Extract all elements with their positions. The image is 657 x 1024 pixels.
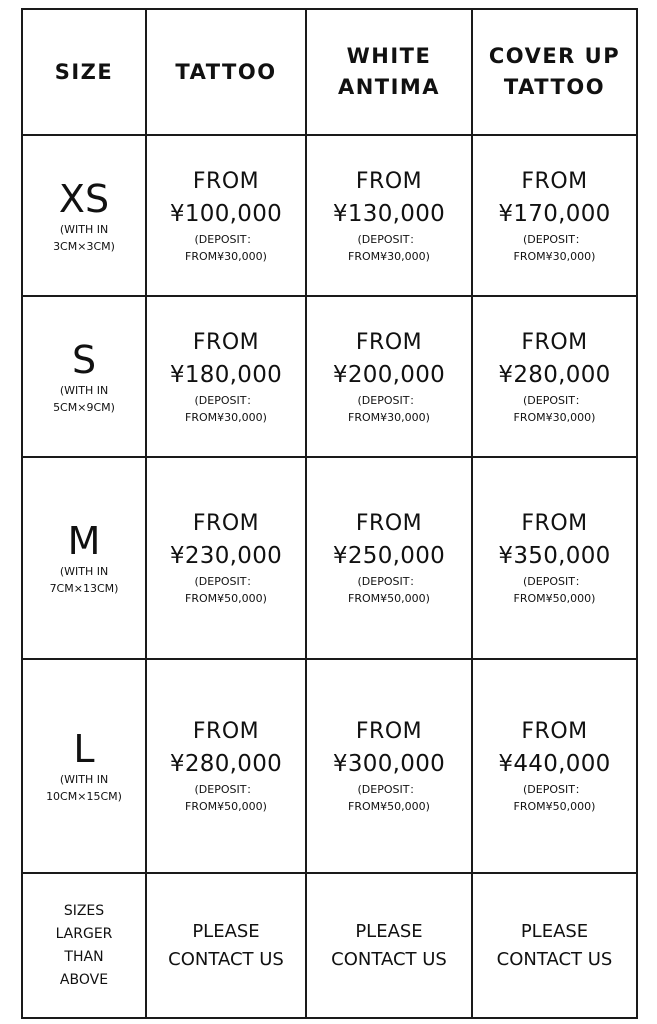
header-size	[22, 9, 146, 135]
table-row	[22, 296, 637, 457]
price-cell	[472, 659, 637, 873]
deposit-line2: FROM¥50,000)	[185, 592, 267, 605]
size-note-line1: (WITH IN	[59, 773, 109, 786]
header-cover-up-line2: TATTOO	[503, 75, 606, 99]
size-label: XS	[58, 176, 110, 221]
price-value: ¥300,000	[332, 751, 446, 777]
price-cell	[146, 135, 306, 296]
price-cell	[472, 135, 637, 296]
deposit-line1: (DEPOSIT：	[194, 783, 258, 796]
larger-sizes-cell	[22, 873, 146, 1018]
from-label: FROM	[192, 511, 260, 536]
from-label: FROM	[355, 329, 423, 355]
price-value: ¥250,000	[332, 543, 446, 569]
deposit-line1: (DEPOSIT：	[357, 393, 421, 407]
contact-cell	[472, 873, 637, 1018]
deposit-line2: FROM¥30,000)	[185, 410, 267, 424]
price-cell	[472, 296, 637, 457]
deposit-line2: FROM¥50,000)	[348, 592, 430, 605]
from-label: FROM	[521, 719, 588, 744]
deposit-line2: FROM¥30,000)	[185, 249, 267, 263]
from-label: FROM	[521, 511, 588, 536]
table-row	[22, 659, 637, 873]
deposit-line2: FROM¥30,000)	[348, 410, 430, 424]
size-note-line2: 10CM×15CM)	[46, 790, 122, 803]
deposit-line1: (DEPOSIT：	[523, 575, 586, 588]
price-cell	[306, 296, 472, 457]
size-cell	[22, 296, 146, 457]
header-white-antima-line2: ANTIMA	[337, 75, 441, 99]
price-value: ¥180,000	[169, 361, 283, 388]
price-cell	[146, 457, 306, 659]
price-value: ¥280,000	[169, 751, 283, 777]
size-note-line1: (WITH IN	[59, 222, 109, 236]
deposit-line1: (DEPOSIT：	[194, 575, 258, 588]
price-value: ¥200,000	[332, 361, 446, 388]
deposit-line1: (DEPOSIT：	[194, 232, 258, 246]
header-size-label: SIZE	[54, 59, 114, 84]
size-cell	[22, 135, 146, 296]
contact-cell	[146, 873, 306, 1018]
from-label: FROM	[355, 719, 423, 744]
size-note-line2: 3CM×3CM)	[53, 239, 115, 253]
size-label: M	[67, 519, 101, 563]
price-cell	[306, 457, 472, 659]
size-label: L	[73, 727, 95, 771]
from-label: FROM	[521, 329, 588, 355]
price-cell	[472, 457, 637, 659]
deposit-line1: (DEPOSIT：	[357, 783, 421, 796]
contact-us-text: PLEASE CONTACT US	[331, 920, 447, 970]
from-label: FROM	[355, 511, 423, 536]
from-label: FROM	[521, 168, 588, 194]
deposit-line1: (DEPOSIT：	[194, 393, 258, 407]
larger-sizes-row	[22, 873, 637, 1018]
from-label: FROM	[192, 329, 260, 355]
table-row	[22, 135, 637, 296]
price-value: ¥230,000	[169, 543, 283, 569]
price-cell	[146, 296, 306, 457]
deposit-line2: FROM¥50,000)	[185, 800, 267, 813]
from-label: FROM	[192, 168, 260, 194]
deposit-line2: FROM¥30,000)	[513, 410, 596, 424]
contact-us-text: PLEASE CONTACT US	[496, 920, 613, 970]
size-note-line1: (WITH IN	[59, 565, 109, 578]
deposit-line2: FROM¥50,000)	[513, 800, 596, 813]
size-cell	[22, 457, 146, 659]
header-tattoo	[146, 9, 306, 135]
price-value: ¥350,000	[498, 543, 611, 569]
price-cell	[306, 659, 472, 873]
size-note-line2: 7CM×13CM)	[49, 582, 119, 595]
header-white-antima	[306, 9, 472, 135]
price-value: ¥100,000	[169, 200, 283, 227]
deposit-line1: (DEPOSIT：	[523, 232, 586, 246]
deposit-line1: (DEPOSIT：	[523, 783, 586, 796]
price-value: ¥280,000	[498, 361, 611, 388]
deposit-line2: FROM¥50,000)	[348, 800, 430, 813]
deposit-line1: (DEPOSIT：	[357, 575, 421, 588]
header-tattoo-label: TATTOO	[175, 59, 277, 84]
header-row	[22, 9, 637, 135]
size-note-line2: 5CM×9CM)	[53, 400, 115, 414]
table-row	[22, 457, 637, 659]
size-cell	[22, 659, 146, 873]
deposit-line2: FROM¥50,000)	[513, 592, 596, 605]
larger-sizes-label: SIZES LARGER THAN ABOVE	[55, 902, 113, 988]
size-note-line1: (WITH IN	[59, 383, 109, 397]
price-value: ¥440,000	[498, 751, 611, 777]
price-value: ¥130,000	[332, 200, 446, 227]
size-label: S	[71, 337, 97, 382]
from-label: FROM	[355, 168, 423, 194]
deposit-line2: FROM¥30,000)	[348, 249, 430, 263]
deposit-line1: (DEPOSIT：	[357, 232, 421, 246]
header-cover-up	[472, 9, 637, 135]
header-cover-up-line1: COVER UP	[488, 44, 621, 68]
contact-cell	[306, 873, 472, 1018]
header-white-antima-line1: WHITE	[346, 44, 432, 68]
contact-us-text: PLEASE CONTACT US	[168, 920, 284, 970]
price-value: ¥170,000	[498, 200, 611, 227]
price-cell	[306, 135, 472, 296]
deposit-line1: (DEPOSIT：	[523, 393, 586, 407]
deposit-line2: FROM¥30,000)	[513, 249, 596, 263]
price-cell	[146, 659, 306, 873]
from-label: FROM	[192, 719, 260, 744]
price-table	[21, 8, 638, 1019]
